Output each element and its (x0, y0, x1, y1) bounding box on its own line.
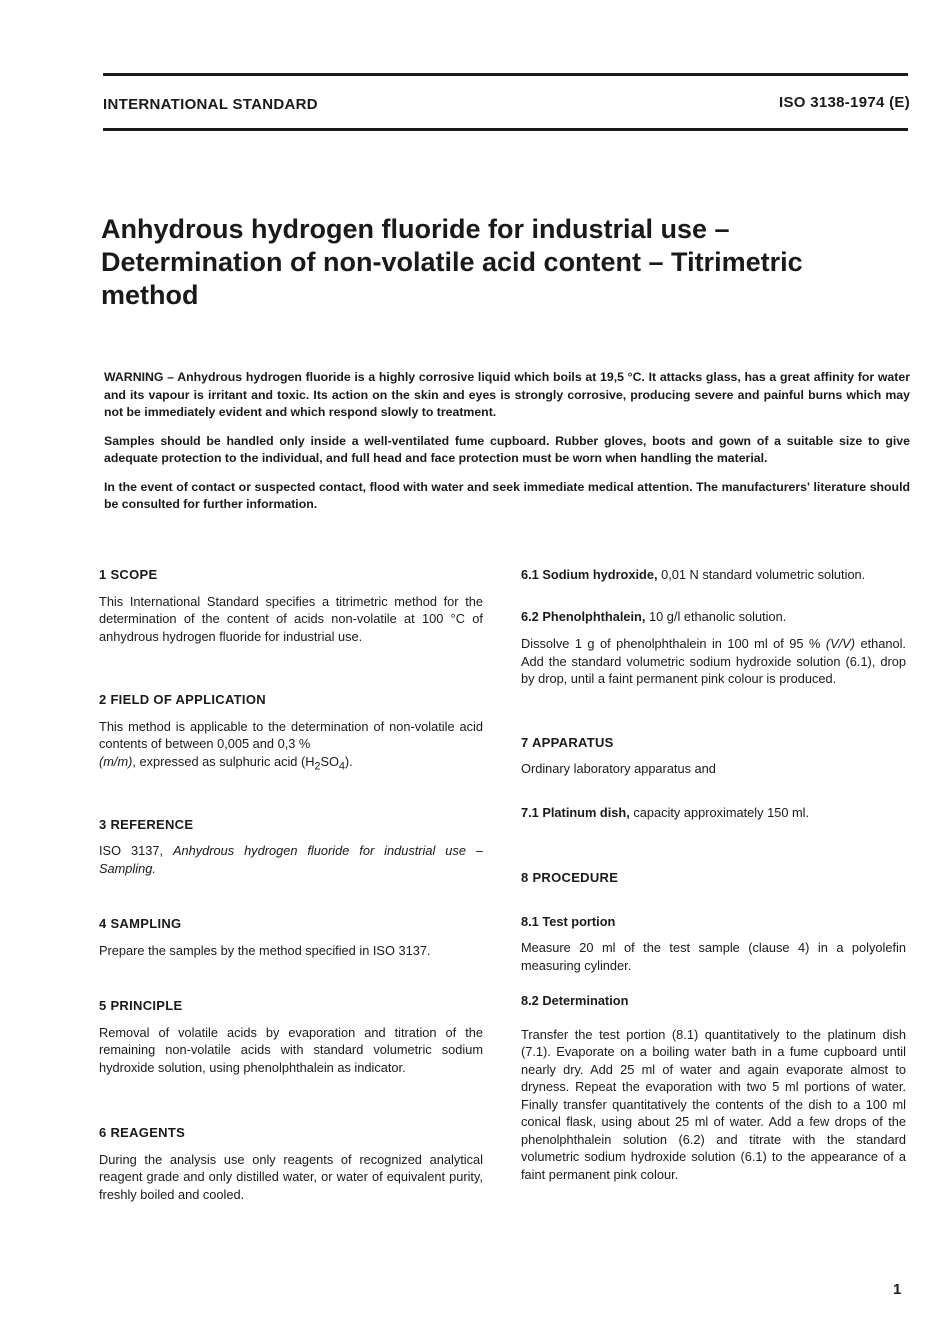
text-run-italic: Anhydrous hydrogen fluoride for industrial use – Sampling. (99, 843, 483, 876)
left-column (99, 566, 483, 1203)
section-heading: 6 REAGENTS (99, 1125, 186, 1141)
section-text (521, 608, 906, 626)
title-line-3: method (101, 280, 199, 310)
section-apparatus (521, 734, 906, 778)
section-reagents (99, 1124, 483, 1203)
section-text (521, 635, 906, 688)
warning-paragraph-3: In the event of contact or suspected contact, flood with water and seek immediate medical attention. The manufacturers' literature should be consulted for further information. (104, 479, 910, 511)
apparatus-7-1 (521, 804, 906, 822)
section-text: Removal of volatile acids by evaporation and titration of the remaining non-volatile acids with standard volumetric sodium hydroxide solution, using phenolphthalein as indicator. (99, 1024, 483, 1075)
section-heading: 4 SAMPLING (99, 916, 182, 932)
text-run: Dissolve 1 g of phenolphthalein in 100 ml of 95 % (521, 636, 826, 651)
section-heading: 8 PROCEDURE (521, 870, 619, 885)
procedure-8-1 (521, 913, 906, 975)
section-heading: 5 PRINCIPLE (99, 998, 183, 1014)
warning-paragraph-1: WARNING – Anhydrous hydrogen fluoride is a highly corrosive liquid which boils at 19,5 °C. It attacks glass, has a great affinity for water and its vapour is irritant and toxic. Its action on the skin and eyes is strongly corrosive, producing severe and painful burns which may not be immediately evident and which respond slowly to treatment. (104, 370, 910, 419)
section-principle (99, 997, 483, 1076)
right-column (521, 566, 906, 1183)
section-text: This International Standard specifies a titrimetric method for the determination of the content of acids non-volatile at 100 °C of anhydrous hydrogen fluoride for industrial use. (99, 593, 483, 644)
subscript: 2 (314, 760, 321, 773)
text-run: , expressed as sulphuric acid (H (132, 753, 315, 769)
section-heading: 3 REFERENCE (99, 816, 194, 832)
section-heading: 7 APPARATUS (521, 734, 614, 750)
section-text: Measure 20 ml of the test sample (clause 4) in a polyolefin measuring cylinder. (521, 940, 906, 973)
clause-label: 6.2 Phenolphthalein, (521, 608, 646, 624)
header-bottom-rule (103, 128, 908, 131)
section-text: Ordinary laboratory apparatus and (521, 761, 716, 776)
section-heading: 1 SCOPE (99, 567, 158, 582)
section-procedure (521, 869, 906, 887)
section-sampling (99, 915, 483, 959)
warning-paragraph-2: Samples should be handled only inside a well-ventilated fume cupboard. Rubber gloves, boots and gown of a suitable size to give adequate protection to the individual, and full head and face protection must be worn when handling the material. (104, 433, 910, 465)
section-text: Prepare the samples by the method specified in ISO 3137. (99, 942, 431, 958)
reagent-6-1 (521, 566, 906, 584)
text-run-italic: (V/V) (825, 636, 855, 651)
text-run: ). (344, 753, 353, 769)
procedure-8-2 (521, 992, 906, 1183)
text-run: This method is applicable to the determination of non-volatile acid contents of between 0,005 and 0,3 % (99, 718, 483, 751)
section-text (521, 804, 906, 822)
section-reference (99, 816, 483, 878)
text-run: ISO 3137, (99, 843, 173, 859)
title-line-2: Determination of non-volatile acid content – Titrimetric (101, 247, 803, 277)
section-heading: 2 FIELD OF APPLICATION (99, 692, 266, 707)
text-run: ethanol. Add the standard volumetric sodium hydroxide solution (6.1), drop by drop, until a faint permanent pink colour is produced. (521, 636, 906, 686)
warning-block (104, 369, 910, 525)
section-scope (99, 566, 483, 645)
text-run: 10 g/l ethanolic solution. (645, 608, 787, 624)
title-line-1: Anhydrous hydrogen fluoride for industrial use – (101, 214, 730, 244)
text-run: capacity approximately 150 ml. (629, 804, 810, 820)
standard-number: ISO 3138-1974 (E) (778, 94, 910, 111)
document-title (101, 213, 901, 312)
subsection-heading: 8.2 Determination (521, 993, 629, 1008)
section-text (99, 842, 483, 877)
text-run: SO (320, 753, 339, 769)
section-field-of-application (99, 691, 483, 776)
text-run-italic: (m/m) (99, 753, 133, 769)
section-text: During the analysis use only reagents of recognized analytical reagent grade and only distilled water, or water of equivalent purity, freshly boiled and cooled. (99, 1151, 483, 1202)
clause-label: 7.1 Platinum dish, (521, 804, 630, 820)
section-text (521, 566, 906, 584)
header-top-rule (103, 73, 908, 76)
section-text: Transfer the test portion (8.1) quantitatively to the platinum dish (7.1). Evaporate on a boiling water bath in a fume cupboard until nearly dry. Add 25 ml of water and again evaporate almost to dryness. Repeat the evaporation with two 5 ml portions of water. Finally transfer quantitatively the contents of the dish to a 100 ml conical flask, using about 25 ml of water. Add a few drops of the phenolphthalein solution (6.2) and titrate with the standard volumetric sodium hydroxide solution (6.1) to the appearance of a faint permanent pink colour. (521, 1026, 906, 1182)
subsection-heading: 8.1 Test portion (521, 913, 616, 929)
section-text (99, 718, 483, 776)
page-number: 1 (893, 1281, 902, 1298)
reagent-6-2 (521, 608, 906, 688)
subscript: 4 (338, 760, 345, 773)
standard-type-label: INTERNATIONAL STANDARD (103, 96, 318, 113)
clause-label: 6.1 Sodium hydroxide, (521, 567, 658, 582)
text-run: 0,01 N standard volumetric solution. (657, 567, 866, 582)
